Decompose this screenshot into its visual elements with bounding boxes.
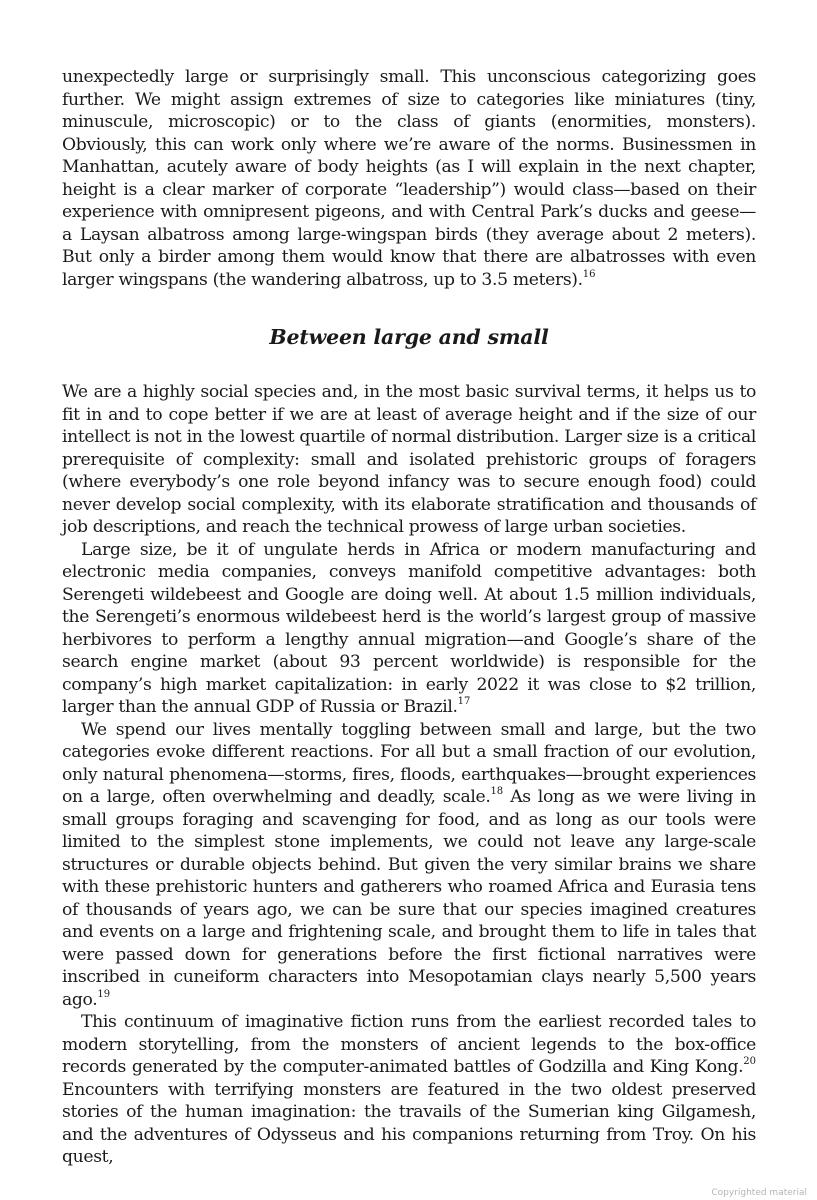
- footnote-ref-17[interactable]: 17: [457, 696, 471, 708]
- footnote-ref-19[interactable]: 19: [97, 988, 111, 1000]
- paragraph-1: [62, 66, 756, 291]
- page-body: [62, 66, 756, 1169]
- paragraph-5: [62, 1011, 756, 1169]
- paragraph-4-text-b: As long as we were living in small groups foraging and scavenging for food, and as long as our tools were limited to the simplest stone implements, we could not leave any large-scale structures or durable objects behind. But given the very similar brains we share with these prehistoric hunters and gatherers who roamed Africa and Eurasia tens of thousands of years ago, we can be sure that our species imagined creatures and events on a large and frightening scale, and brought them to life in tales that were passed down for generations before the first fictional narratives were inscribed in cuneiform characters into Mesopotamian clays nearly 5,500 years ago.: [62, 787, 756, 1010]
- footnote-ref-16[interactable]: 16: [582, 268, 596, 280]
- paragraph-2-text: We are a highly social species and, in the most basic survival terms, it helps us to fit in and to cope better if we are at least of average height and if the size of our intellect is not in the lowest quartile of normal distribution. Larger size is a critical prerequisite of complexity: small and isolated prehistoric groups of foragers (where everybody’s one role beyond infancy was to secure enough food) could never develop social complexity, with its elaborate stratification and thousands of job descriptions, and reach the technical prowess of large urban societies.: [62, 382, 756, 537]
- section-heading: Between large and small: [269, 325, 549, 349]
- footnote-ref-18[interactable]: 18: [490, 786, 504, 798]
- paragraph-3-text: Large size, be it of ungulate herds in Africa or modern manufacturing and electronic media companies, conveys manifold competitive advantages: both Serengeti wildebeest and Google are doing well. At about 1.5 million individuals, the Serengeti’s enormous wildebeest herd is the world’s largest group of massive herbivores to perform a lengthy annual migration—and Google’s share of the search engine market (about 93 percent worldwide) is responsible for the company’s high market capitalization: in early 2022 it was close to $2 trillion, larger than the annual GDP of Russia or Brazil.: [62, 539, 756, 717]
- paragraph-4-text-a: We spend our lives mentally toggling between small and large, but the two categories evoke different reactions. For all but a small fraction of our evolution, only natural phenomena—storms, fires, floods, earthquakes—brought experiences on a large, often overwhelming and deadly, scale.: [62, 719, 756, 807]
- paragraph-5-text-a: This continuum of imaginative fiction runs from the earliest recorded tales to modern storytelling, from the monsters of ancient legends to the box-office records generated by the computer-animated battles of Godzilla and King Kong.: [62, 1012, 756, 1077]
- paragraph-4: [62, 719, 756, 1012]
- paragraph-1-text: unexpectedly large or surprisingly small. This unconscious categorizing goes further. We might assign extremes of size to categories like miniatures (tiny, minuscule, microscopic) or to the class of giants (enormities, monsters). Obviously, this can work only where we’re aware of the norms. Businessmen in Manhattan, acutely aware of body heights (as I will explain in the next chapter, height is a clear marker of corporate “leadership”) would class—based on their experience with omnipresent pigeons, and with Central Park’s ducks and geese—a Laysan albatross among large-wingspan birds (they average about 2 meters). But only a birder among them would know that there are albatrosses with even larger wingspans (the wandering albatross, up to 3.5 meters).: [62, 67, 756, 290]
- paragraph-5-text-b: Encounters with terrifying monsters are featured in the two oldest preserved stories of the human imagination: the travails of the Sumerian king Gilgamesh, and the adventures of Odysseus and his companions returning from Troy. On his quest,: [62, 1079, 756, 1167]
- paragraph-3: [62, 539, 756, 719]
- paragraph-2: [62, 381, 756, 539]
- copyright-watermark: Copyrighted material: [711, 1188, 807, 1198]
- footnote-ref-20[interactable]: 20: [743, 1056, 756, 1068]
